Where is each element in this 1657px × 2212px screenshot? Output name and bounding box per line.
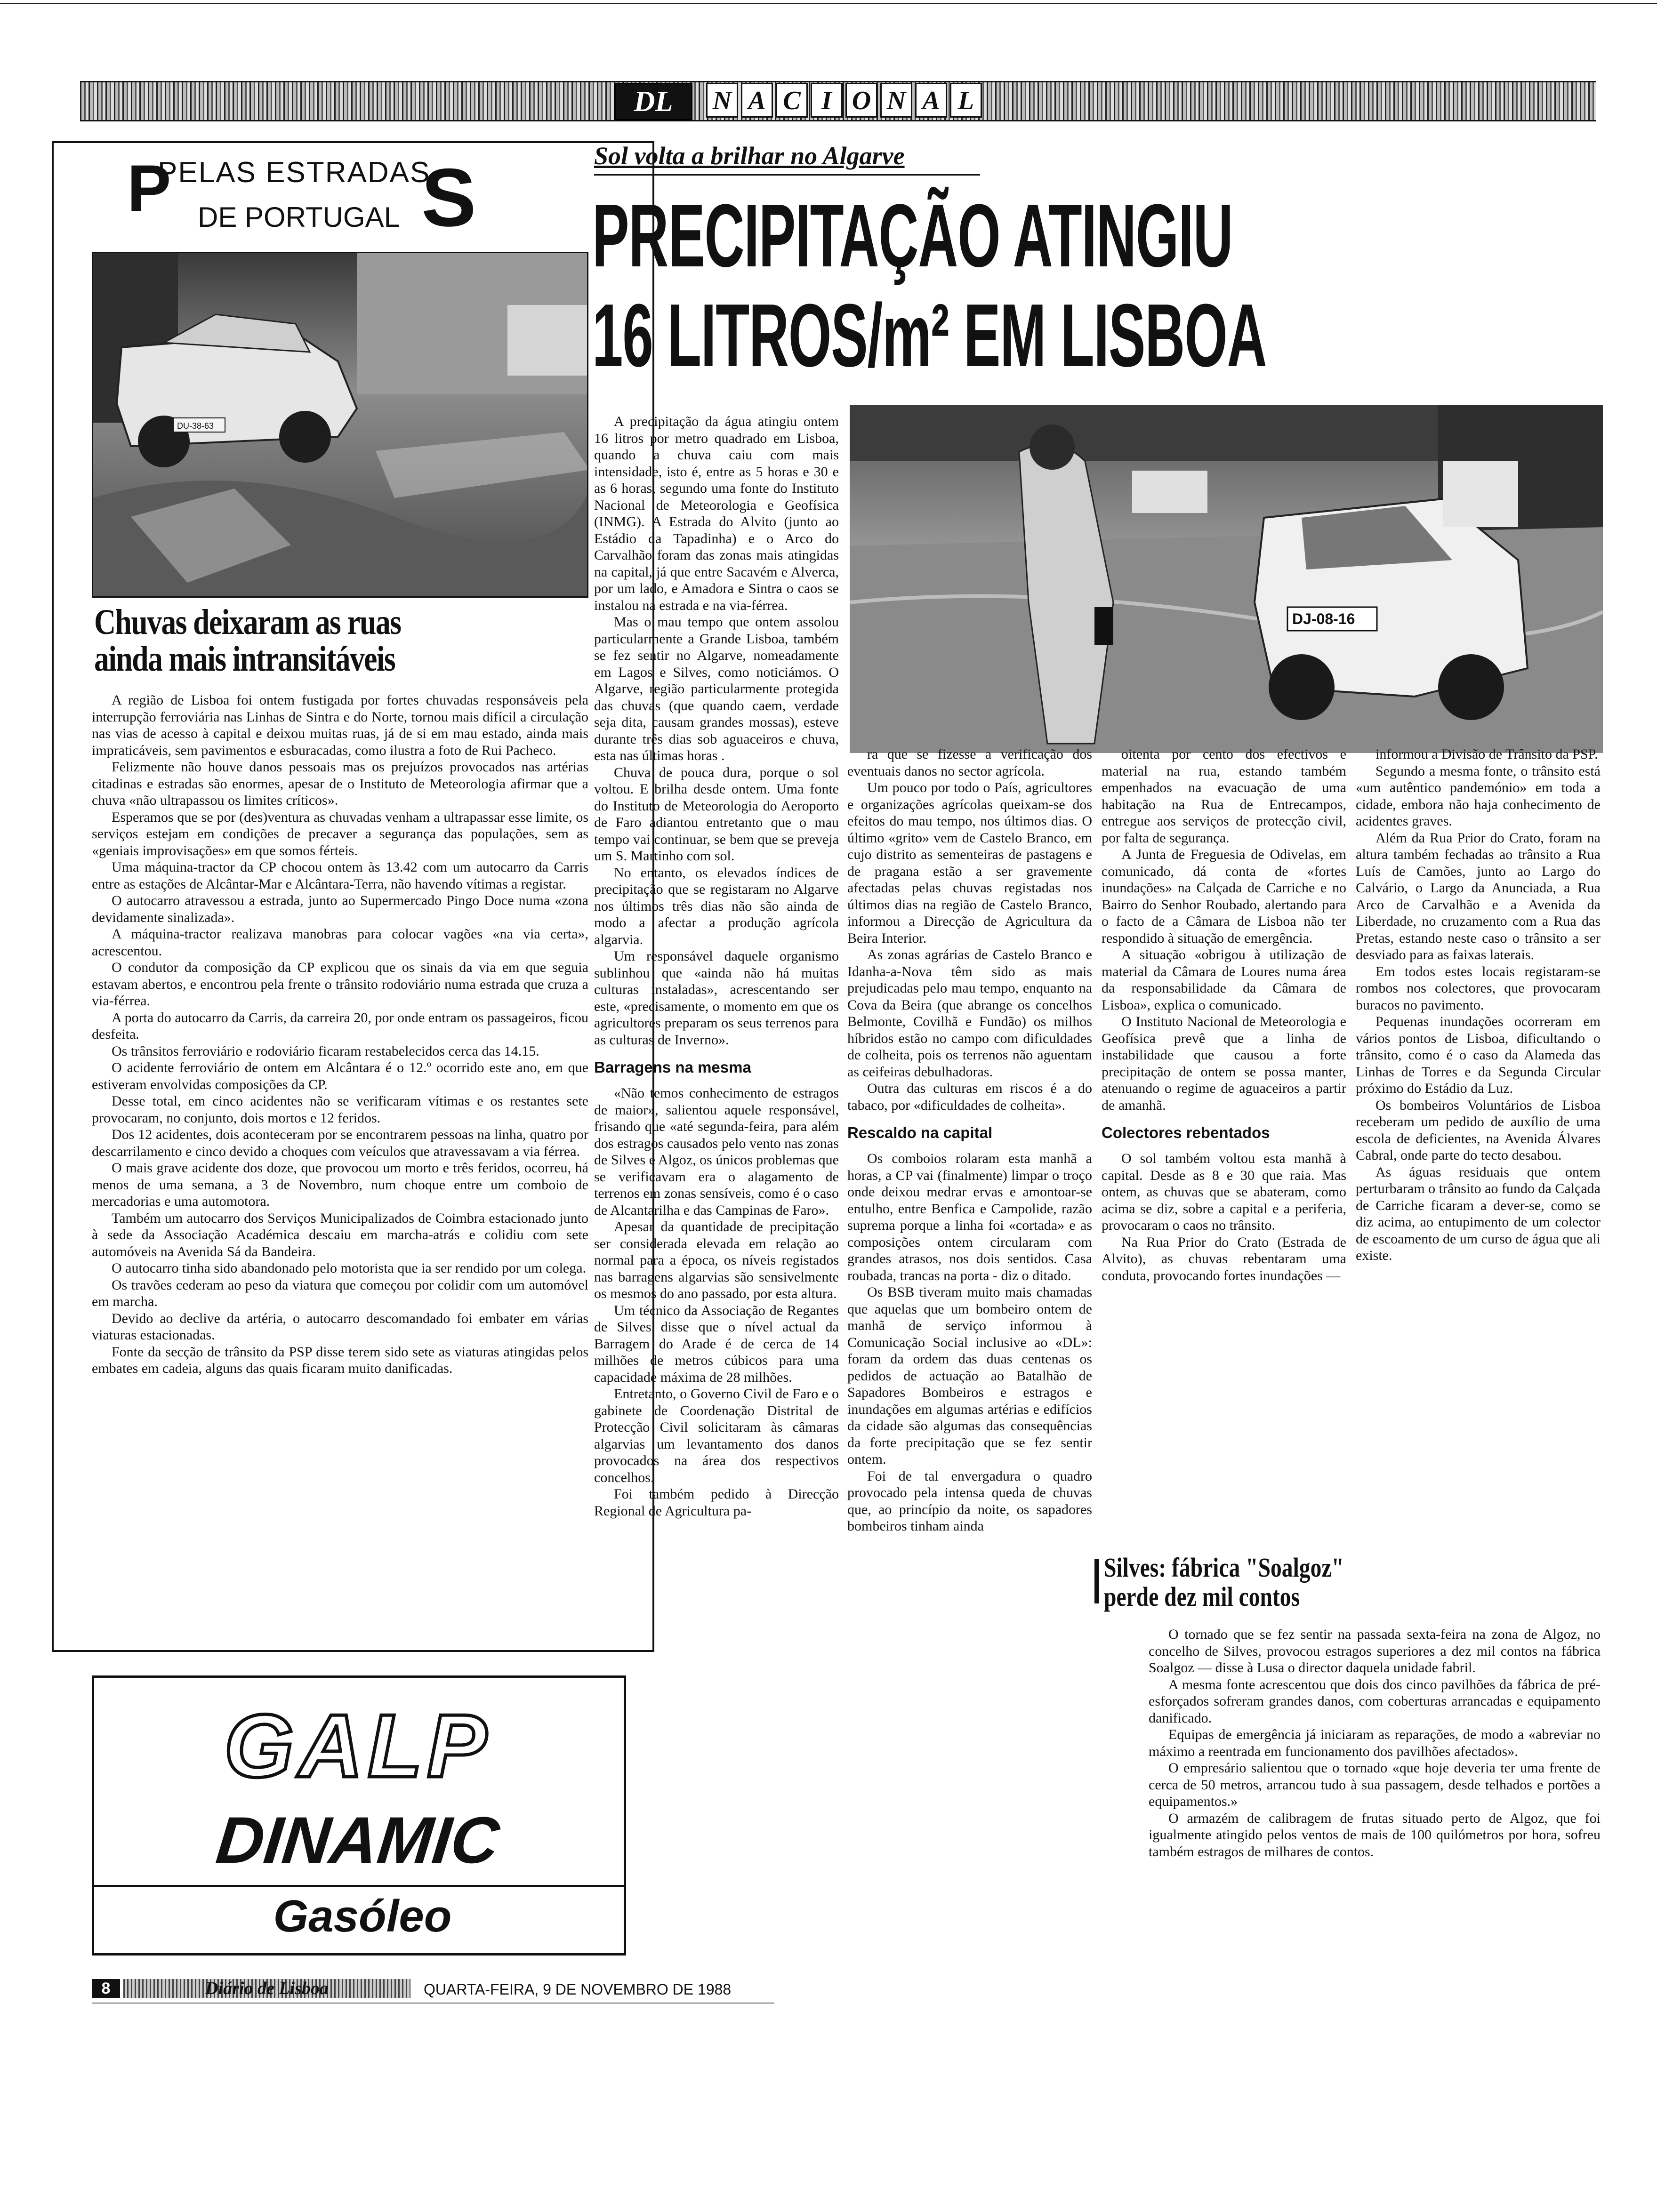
silves-side-bar (1094, 1559, 1099, 1603)
left-paragraph: A região de Lisboa foi ontem fustigada por fortes chuvadas responsáveis pela interrupção ferroviária nas Linhas de Sintra e do Norte, tornou mais difícil a circulação nas vias de acesso à capital e deixou muitas ruas, já de si em mau estado, ainda mais impraticáveis, sem pavimentos e esburacadas, como ilustra a foto de Rui Pacheco. (92, 692, 588, 758)
main-paragraph: A Junta de Freguesia de Odivelas, em comunicado, dá conta de «fortes inundações» na Calçada de Carriche e no Bairro do Senhor Roubado, alertando para o facto de a Câmara de Lisboa não ter respondido à situação de emergência. (1102, 847, 1346, 946)
main-paragraph: No entanto, os elevados índices de precipitação que se registaram no Algarve nos últimos três dias não são ainda de modo a afectar a produção agrícola algarvia. (594, 865, 839, 947)
main-paragraph: A situação «obrigou à utilização de material da Câmara de Loures numa área da responsabilidade da Câmara de Lisboa», explica o comunicado. (1102, 947, 1346, 1013)
silves-headline-line2: perde dez mil contos (1104, 1581, 1300, 1612)
main-paragraph: Um responsável daquele organismo sublinhou que «ainda não há muitas culturas instaladas», acrescentando ser este, «precisamente, o momento em que os agricultores preparam os seus terrenos para as culturas de Inverno». (594, 948, 839, 1048)
ad-brand: GALP (224, 1696, 491, 1796)
main-paragraph: Além da Rua Prior do Crato, foram na altura também fechadas ao trânsito a Rua Luís de Camões, junto ao Largo do Calvário, o Largo da Anunciada, a Rua Arco de Carvalhão e a Avenida da Liberdade, no cruzamento com a Rua das Pretas, estando neste caso o trânsito a ser desviado para as faixas laterais. (1356, 830, 1601, 962)
rubric-line2: DE PORTUGAL (198, 201, 400, 233)
photo-flooded-street (850, 405, 1603, 753)
main-headline-line1: PRECIPITAÇÃO ATINGIU (592, 186, 1233, 286)
main-paragraph: Segundo a mesma fonte, o trânsito está «um autêntico pandemónio» em toda a cidade, embora não haja conhecimento de acidentes graves. (1356, 763, 1601, 829)
silves-headline (1104, 1553, 1603, 1611)
subhead-barragens: Barragens na mesma (594, 1058, 751, 1076)
left-paragraph: O condutor da composição da CP explicou que os sinais da via em que seguia estavam abertos, e encontrou pela frente o trânsito rodoviário numa estrada que cruza a via-férrea. (92, 960, 588, 1009)
ad-divider (94, 1885, 624, 1887)
main-paragraph: Apesar da quantidade de precipitação ser considerada elevada em relação ao normal para a época, os níveis registados nas barragens algarvias são sensivelmente os mesmos do ano passado, por esta altura. (594, 1219, 839, 1301)
footer-date: QUARTA-FEIRA, 9 DE NOVEMBRO DE 1988 (424, 1981, 732, 1998)
left-paragraph: Desse total, em cinco acidentes não se verificaram vítimas e os restantes sete provocaram, no conjunto, dois mortos e 12 feridos. (92, 1093, 588, 1126)
left-paragraph: Os trânsitos ferroviário e rodoviário ficaram restabelecidos cerca das 14.15. (112, 1043, 539, 1059)
left-paragraph: O autocarro atravessou a estrada, junto ao Supermercado Pingo Doce numa «zona devidamente sinalizada». (92, 893, 588, 925)
main-paragraph: As águas residuais que ontem perturbaram o trânsito ao fundo da Calçada de Carriche ficaram a dever-se, como se diz acima, ao entupimento de um colector de escoamento de um curso de água que ali existe. (1356, 1164, 1601, 1263)
silves-headline-line1: Silves: fábrica "Soalgoz" (1104, 1552, 1344, 1583)
left-paragraph: A máquina-tractor realizava manobras para colocar vagões «na via certa», acrescentou. (92, 926, 588, 959)
main-paragraph: Os comboios rolaram esta manhã a horas, a CP vai (finalmente) limpar o troço onde deixou medrar ervas e amontoar-se entulho, entre Benfica e Campolide, razão suprema porque a linha foi «cortada» e as composições ontem circularam com grandes atrasos, nos dois sentidos. Casa roubada, trancas na porta - diz o ditado. (847, 1151, 1092, 1283)
section-letter: L (950, 83, 982, 118)
rubric-big-p: P (127, 155, 171, 225)
left-headline (94, 604, 509, 677)
main-col1-top (594, 413, 839, 1519)
main-paragraph: Outra das culturas em riscos é a do tabaco, por «dificuldades de colheita». (847, 1081, 1092, 1113)
rubric-line1: PELAS ESTRADAS (158, 156, 431, 189)
photo2-plate: DJ-08-16 (1292, 610, 1355, 627)
main-col2 (847, 746, 1092, 1535)
section-title-nacional (706, 83, 985, 118)
subhead-colectores: Colectores rebentados (1102, 1124, 1270, 1141)
main-paragraph: O sol também voltou esta manhã à capital. Desde as 8 e 30 que raia. Mas ontem, as chuvas que se abateram, como acima se diz, sobre a capital e a periferia, provocaram o caos no trânsito. (1102, 1151, 1346, 1233)
main-paragraph: Mas o mau tempo que ontem assolou particularmente a Grande Lisboa, também se fez sentir no Algarve, nomeadamente em Lagos e Silves, como noticiámos. O Algarve, região particularmente protegida das chuvas (que quando caem, verdade seja dita, causam grandes mossas), esteve durante três dias sob aguaceiros e chuva, esta nas últimas horas . (594, 614, 839, 763)
main-paragraph: Pequenas inundações ocorreram em vários pontos de Lisboa, dificultando o trânsito, como é o caso da Alameda das Linhas de Torres e da Segunda Circular próximo do Estádio da Luz. (1356, 1014, 1601, 1096)
main-paragraph: «Não temos conhecimento de estragos de maior», salientou aquele responsável, frisando que «até segunda-feira, para além dos estragos causados pelo vento nas zonas de Silves e Algoz, os únicos problemas que se verificavam era o alagamento de terrenos em zonas sensíveis, como é o caso de Alcantarilha e das Campinas de Faro». (594, 1085, 839, 1218)
section-letter: I (811, 83, 843, 118)
left-paragraph: O autocarro tinha sido abandonado pelo motorista que ia ser rendido por um colega. (112, 1260, 587, 1276)
silves-paragraph: O empresário salientou que o tornado «que hoje deveria ter uma frente de cerca de 50 metros, arrancou tudo à sua passagem, desde telhados e portões a equipamentos.» (1149, 1760, 1601, 1809)
left-paragraph: Felizmente não houve danos pessoais mas os prejuízos provocados nas artérias citadinas e estradas são enormes, apesar de o Instituto de Meteorologia afirmar que a chuva «não ultrapassou os limites críticos». (92, 759, 588, 808)
silves-paragraph: O armazém de calibragem de frutas situado perto de Algoz, que foi igualmente atingido pelos ventos de mais de 100 quilómetros por hora, sofreu também estragos de milhares de contos. (1149, 1810, 1601, 1859)
main-paragraph: A precipitação da água atingiu ontem 16 litros por metro quadrado em Lisboa, quando a chuva caiu com mais intensidade, isto é, entre as 5 horas e 30 e as 6 horas, segundo uma fonte do Instituto Nacional de Meteorologia e Geofísica (INMG). A Estrada do Alvito (junto ao Estádio da Tapadinha) e o Arco do Carvalhão foram das zonas mais atingidas na capital, já que entre Sacavém e Alverca, por um lado, e Amadora e Sintra o caos se instalou na estrada e na via-férrea. (594, 414, 839, 613)
main-paragraph: ra que se fizesse a verificação dos eventuais danos no sector agrícola. (847, 746, 1092, 779)
galp-advertisement (92, 1675, 626, 1956)
left-paragraph: O acidente ferroviário de ontem em Alcântara é o 12.º ocorrido este ano, em que estiveram envolvidas composições da CP. (92, 1060, 588, 1092)
silves-paragraph: A mesma fonte acrescentou que dois dos cinco pavilhões da fábrica de pré-esforçados sofreram grandes danos, com coberturas arrancadas e equipamento danificado. (1149, 1676, 1601, 1726)
photo2-illustration (850, 405, 1603, 753)
main-headline (592, 186, 1267, 385)
main-paragraph: Em todos estes locais registaram-se rombos nos colectores, que provocaram buracos no pavimento. (1356, 963, 1601, 1013)
section-letter: O (845, 83, 877, 118)
section-letter: A (741, 83, 773, 118)
left-paragraph: Os travões cederam ao peso da viatura que começou por colidir com um automóvel em marcha. (92, 1277, 588, 1309)
footer-masthead: Diário de Lisboa (123, 1979, 410, 1998)
left-paragraph: Uma máquina-tractor da CP chocou ontem às 13.42 com um autocarro da Carris entre as estações de Alcântar-Mar e Alcântara-Terra, não havendo vítimas a registar. (92, 859, 588, 892)
main-paragraph: oitenta por cento dos efectivos e material na rua, estando também empenhados na evacuação de uma habitação na Rua de Entrecampos, entregue aos serviços de protecção civil, por falta de segurança. (1102, 746, 1346, 846)
left-paragraph: Devido ao declive da artéria, o autocarro descomandado foi embater em várias viaturas estacionadas. (92, 1310, 588, 1343)
main-paragraph: informou a Divisão de Trânsito da PSP. (1375, 746, 1598, 762)
silves-body (1149, 1626, 1601, 1860)
section-letter: N (880, 83, 912, 118)
subhead-rescaldo: Rescaldo na capital (847, 1124, 993, 1141)
main-col3 (1102, 746, 1346, 1284)
left-paragraph: A porta do autocarro da Carris, da carreira 20, por onde entram os passageiros, ficou desfeita. (92, 1010, 588, 1042)
kicker-rule (594, 174, 980, 176)
main-paragraph: Na Rua Prior do Crato (Estrada de Alvito), as chuvas rebentaram uma conduta, provocando fortes inundações — (1102, 1234, 1346, 1283)
silves-paragraph: Equipas de emergência já iniciaram as reparações, de modo a «abreviar no máximo a reentrada em funcionamento dos pavilhões afectados». (1149, 1727, 1601, 1759)
section-letter: A (915, 83, 947, 118)
main-paragraph: As zonas agrárias de Castelo Branco e Idanha-a-Nova têm sido as mais prejudicadas pelo mau tempo, enquanto na Cova da Beira (que abrange os concelhos Belmonte, Covilhã e Fundão) os milhos híbridos estão no campo com dificuldades de colheita, pois os terrenos não aguentam as ceifeiras debulhadoras. (847, 947, 1092, 1080)
main-kicker: Sol volta a brilhar no Algarve (594, 142, 905, 170)
dl-logo: DL (614, 83, 692, 120)
main-headline-line2: 16 LITROS/m² EM LISBOA (592, 286, 1267, 385)
photo1-plate: DU-38-63 (177, 421, 214, 431)
section-letter: N (706, 83, 738, 118)
silves-paragraph: O tornado que se fez sentir na passada sexta-feira na zona de Algoz, no concelho de Silves, provocou estragos superiores a dez mil contos na fábrica Soalgoz — disse à Lusa o director daquela unidade fabril. (1149, 1627, 1601, 1675)
left-paragraph: Fonte da secção de trânsito da PSP disse terem sido sete as viaturas atingidas pelos embates em cadeia, alguns das quais ficaram muito danificadas. (92, 1344, 588, 1376)
left-story-body (92, 692, 588, 1377)
main-paragraph: Um técnico da Associação de Regantes de Silves disse que o nível actual da Barragem do Arade é de cerca de 14 milhões de metros cúbicos para uma capacidade máxima de 28 milhões. (594, 1302, 839, 1385)
left-headline-line1: Chuvas deixaram as ruas (94, 602, 401, 642)
photo-damaged-street-car (92, 252, 588, 598)
main-paragraph: Um pouco por todo o País, agricultores e organizações agrícolas queixam-se dos efeitos do mau tempo, nos últimos dias. O último «grito» vem de Castelo Branco, em cujo distrito as sementeiras de pastagens e de pragana estão a ser gravemente afectadas pelas chuvas registadas nos últimos dias na região de Castelo Branco, informou a Direcção de Agricultura da Beira Interior. (847, 780, 1092, 946)
top-rule (0, 3, 1657, 4)
main-paragraph: Chuva de pouca dura, porque o sol voltou. E brilha desde ontem. Uma fonte do Instituto de Meteorologia do Aeroporto de Faro adiantou entretanto que o mau tempo vai continuar, se bem que se preveja um S. Martinho com sol. (594, 764, 839, 864)
left-paragraph: Esperamos que se por (des)ventura as chuvadas venham a ultrapassar esse limite, os serviços estejam em condições de precaver a segurança das populações, sem as «geniais improvisações» em que somos férteis. (92, 809, 588, 858)
main-paragraph: Entretanto, o Governo Civil de Faro e o gabinete de Coordenação Distrital de Protecção Civil solicitaram às câmaras algarvias um levantamento dos danos provocados na área dos respectivos concelhos. (594, 1386, 839, 1485)
main-col4 (1356, 746, 1601, 1264)
section-letter: C (776, 83, 808, 118)
left-headline-line2: ainda mais intransitáveis (94, 639, 395, 679)
left-paragraph: Também um autocarro dos Serviços Municipalizados de Coimbra estacionado junto à sede da Associação Académica descaiu em marcha-atrás e colidiu com sete automóveis na Avenida Sá da Bandeira. (92, 1210, 588, 1259)
left-paragraph: Dos 12 acidentes, dois aconteceram por se encontrarem pessoas na linha, quatro por descarrilamento e cinco devido a choques com veículos que atravessavam a via férrea. (92, 1127, 588, 1159)
main-paragraph: Os BSB tiveram muito mais chamadas que aquelas que um bombeiro ontem de manhã de serviço informou à Comunicação Social inclusive ao «DL»: foram da ordem das duas centenas os pedidos de actuação ao Batalhão de Sapadores Bombeiros e estragos e inundações em algumas artérias e edifícios da cidade são algumas das consequências da forte precipitação que se fez sentir ontem. (847, 1284, 1092, 1467)
page-number: 8 (92, 1979, 120, 1998)
main-paragraph: Os bombeiros Voluntários de Lisboa receberam um pedido de auxílio de uma escola de deficientes, na Avenida Álvares Cabral, onde parte do tecto desabou. (1356, 1097, 1601, 1163)
photo-illustration (93, 253, 588, 598)
rubric-big-s: S (421, 155, 476, 244)
left-paragraph: O mais grave acidente dos doze, que provocou um morto e três feridos, ocorreu, há menos de uma semana, a 3 de Novembro, num choque entre um comboio de mercadorias e uma automotora. (92, 1160, 588, 1209)
ad-product: DINAMIC (213, 1803, 503, 1877)
footer-rule (92, 2003, 774, 2004)
main-paragraph: O Instituto Nacional de Meteorologia e Geofísica prevê que a linha de instabilidade que causou a forte precipitação de ontem se possa manter, atenuando o regime de aguaceiros a partir de amanhã. (1102, 1014, 1346, 1113)
ad-fuel: Gasóleo (273, 1891, 452, 1941)
main-paragraph: Foi também pedido à Direcção Regional de Agricultura pa- (594, 1486, 839, 1519)
main-paragraph: Foi de tal envergadura o quadro provocado pela intensa queda de chuvas que, ao princípio da noite, os sapadores bombeiros tinham ainda (847, 1468, 1092, 1534)
